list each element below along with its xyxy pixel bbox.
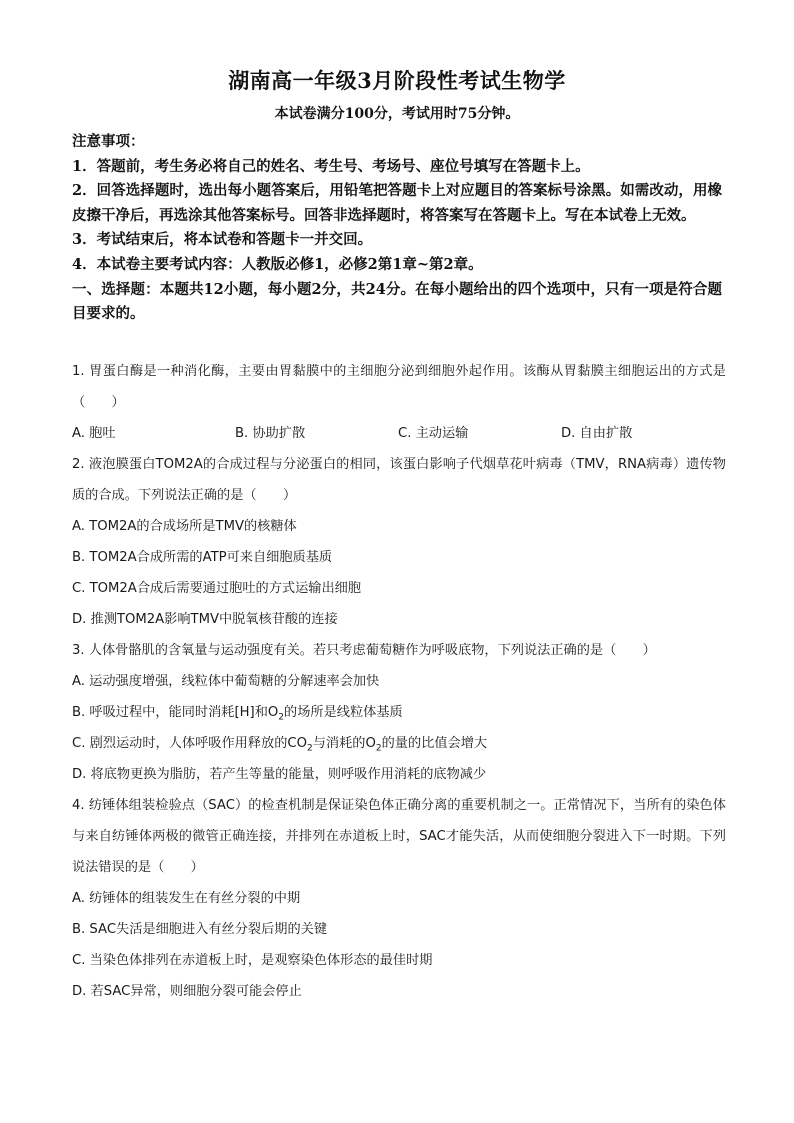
question-stem: 4. 纺锤体组装检验点（SAC）的检查机制是保证染色体正确分离的重要机制之一。正常情况下，当所有的染色体与来自纺锤体两极的微管正确连接，并排列在赤道板上时，SAC才能失活，从而使细胞分裂进入下一时期。下列说法错误的是（ ） [72,798,726,875]
instruction-item: 3．考试结束后，将本试卷和答题卡一并交回。 [72,231,373,249]
option-c-text: 与消耗的O [312,736,376,751]
instructions-heading: 注意事项： [72,133,145,150]
instruction-item: 2．回答选择题时，选出每小题答案后，用铅笔把答题卡上对应题目的答案标号涂黑。如需改动，用橡皮擦干净后，再选涂其他答案标号。回答非选择题时，将答案写在答题卡上。写在本试卷上无效。 [72,182,722,224]
option-row [72,418,726,449]
instruction-item: 1．答题前，考生务必将自己的姓名、考生号、考场号、座位号填写在答题卡上。 [72,157,590,175]
option-b: B. 协助扩散 [235,426,306,441]
exam-subtitle: 本试卷满分100分，考试用时75分钟。 [274,106,520,122]
question-list [72,356,726,1007]
option-d: D. 将底物更换为脂肪，若产生等量的能量，则呼吸作用消耗的底物减少 [72,767,487,782]
question-stem: 3. 人体骨骼肌的含氧量与运动强度有关。若只考虑葡萄糖作为呼吸底物，下列说法正确的是（ ） [72,643,656,658]
instruction-item: 4．本试卷主要考试内容：人教版必修1，必修2第1章~第2章。 [72,255,483,273]
question-2 [72,449,726,635]
option-d: D. 自由扩散 [561,426,633,441]
option-b: B. SAC失活是细胞进入有丝分裂后期的关键 [72,922,328,937]
question-4 [72,790,726,1007]
option-c [72,728,726,759]
question-stem: 2. 液泡膜蛋白TOM2A的合成过程与分泌蛋白的相同，该蛋白影响子代烟草花叶病毒（TMV，RNA病毒）遗传物质的合成。下列说法正确的是（ ） [72,457,726,503]
option-d: D. 若SAC异常，则细胞分裂可能会停止 [72,984,302,999]
subscript: 2 [375,743,382,754]
option-c: C. 主动运输 [398,426,469,441]
option-c-text: 的量的比值会增大 [381,736,488,751]
option-b: B. TOM2A合成所需的ATP可来自细胞质基质 [72,550,333,565]
option-a: A. 纺锤体的组装发生在有丝分裂的中期 [72,891,301,906]
question-stem: 1. 胃蛋白酶是一种消化酶，主要由胃黏膜中的主细胞分泌到细胞外起作用。该酶从胃黏膜主细胞运出的方式是（ ） [72,364,726,410]
option-c-text: C. 剧烈运动时，人体呼吸作用释放的CO [72,736,307,751]
subscript: 2 [278,712,285,723]
option-c: C. TOM2A合成后需要通过胞吐的方式运输出细胞 [72,581,362,596]
subscript: 2 [307,743,313,754]
question-3 [72,635,726,790]
option-a: A. TOM2A的合成场所是TMV的核糖体 [72,519,297,534]
option-a: A. 运动强度增强，线粒体中葡萄糖的分解速率会加快 [72,674,380,689]
question-1 [72,356,726,449]
option-b-text: 的场所是线粒体基质 [284,705,403,720]
option-b-text: B. 呼吸过程中，能同时消耗[H]和O [72,705,279,720]
instructions [72,130,722,327]
option-c: C. 当染色体排列在赤道板上时，是观察染色体形态的最佳时期 [72,953,433,968]
option-d: D. 推测TOM2A影响TMV中脱氧核苷酸的连接 [72,612,338,627]
option-b [72,697,726,728]
section-heading: 一、选择题：本题共12小题，每小题2分，共24分。在每小题给出的四个选项中，只有一项是符合题目要求的。 [72,280,722,323]
exam-title: 湖南高一年级3月阶段性考试生物学 [228,68,566,93]
option-a: A. 胞吐 [72,426,116,441]
